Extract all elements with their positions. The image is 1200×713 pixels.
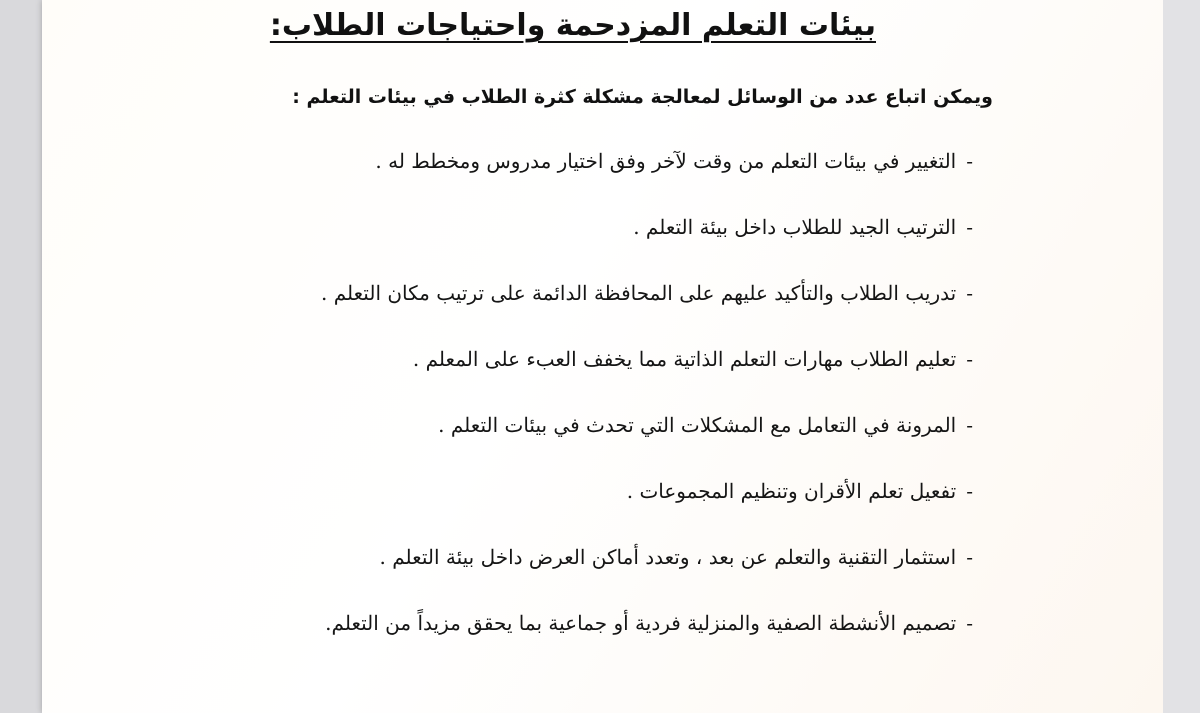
list-item-text: تصميم الأنشطة الصفية والمنزلية فردية أو جماعية بما يحقق مزيداً من التعلم. bbox=[325, 611, 957, 635]
list-item-text: تفعيل تعلم الأقران وتنظيم المجموعات . bbox=[626, 479, 957, 503]
bullet-dash: - bbox=[966, 149, 973, 173]
list-item-text: تدريب الطلاب والتأكيد عليهم على المحافظة الدائمة على ترتيب مكان التعلم . bbox=[321, 281, 957, 305]
bullet-dash: - bbox=[966, 611, 973, 635]
viewer-margin bbox=[1163, 0, 1200, 713]
list-item bbox=[321, 210, 973, 276]
bullet-dash: - bbox=[966, 281, 973, 305]
list-item bbox=[321, 342, 973, 408]
list-item-text: التغيير في بيئات التعلم من وقت لآخر وفق اختيار مدروس ومخطط له . bbox=[375, 149, 957, 173]
list-item bbox=[321, 540, 973, 606]
list-item-text: تعليم الطلاب مهارات التعلم الذاتية مما يخفف العبء على المعلم . bbox=[412, 347, 957, 371]
bullet-dash: - bbox=[966, 545, 973, 569]
document-title: بيئات التعلم المزدحمة واحتياجات الطلاب: bbox=[269, 8, 876, 43]
bullet-dash: - bbox=[966, 479, 973, 503]
list-item bbox=[321, 474, 973, 540]
document-page bbox=[42, 0, 1163, 713]
measures-list bbox=[321, 144, 973, 672]
list-item-text: استثمار التقنية والتعلم عن بعد ، وتعدد أماكن العرض داخل بيئة التعلم . bbox=[379, 545, 957, 569]
list-item-text: الترتيب الجيد للطلاب داخل بيئة التعلم . bbox=[633, 215, 957, 239]
list-item bbox=[321, 408, 973, 474]
intro-paragraph: ويمكن اتباع عدد من الوسائل لمعالجة مشكلة كثرة الطلاب في بيئات التعلم : bbox=[292, 86, 993, 108]
list-item bbox=[321, 276, 973, 342]
list-item bbox=[321, 606, 973, 672]
bullet-dash: - bbox=[966, 347, 973, 371]
bullet-dash: - bbox=[966, 413, 973, 437]
bullet-dash: - bbox=[966, 215, 973, 239]
list-item bbox=[321, 144, 973, 210]
list-item-text: المرونة في التعامل مع المشكلات التي تحدث في بيئات التعلم . bbox=[438, 413, 957, 437]
